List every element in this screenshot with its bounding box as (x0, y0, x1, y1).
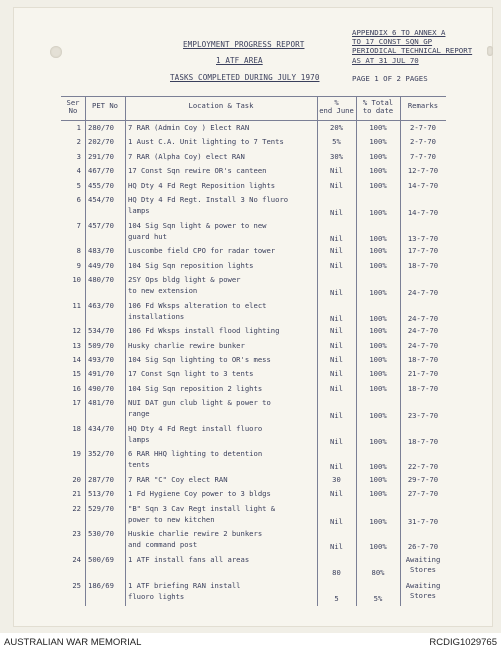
cell-total: 100% (369, 180, 387, 190)
cell-pet-no: 449/70 (88, 260, 114, 270)
cell-task: 6 RAR HHQ lighting to detention (128, 449, 263, 459)
column-header (400, 102, 446, 110)
cell-pet-no: 291/70 (88, 151, 114, 161)
table-row (61, 490, 446, 504)
cell-ser-no: 14 (72, 355, 81, 364)
column-header-text: % Total (362, 98, 394, 107)
cell-remarks: 13-7-70 (407, 233, 439, 243)
cell-total: 100% (369, 288, 387, 297)
cell-end-june: Nil (330, 411, 343, 421)
cell-pet-no: 455/70 (88, 180, 114, 190)
cell-remarks: 18-7-70 (407, 355, 439, 364)
cell-total: 100% (369, 462, 387, 472)
cell-ser-no: 9 (76, 260, 81, 270)
table-row (61, 425, 446, 451)
cell-pet-no: 529/70 (88, 503, 114, 513)
cell-pet-no: 490/70 (88, 383, 114, 393)
cell-pet-no: 457/70 (88, 220, 114, 230)
footer-source: AUSTRALIAN WAR MEMORIAL (4, 637, 142, 648)
cell-task: 1 ATF install fans all areas (128, 555, 250, 564)
table-row (61, 370, 446, 384)
cell-pet-no: 454/70 (88, 195, 114, 204)
column-header-text: No (68, 106, 78, 116)
cell-pet-no: 434/70 (88, 423, 114, 433)
cell-end-june: Nil (330, 288, 343, 297)
table-row (61, 399, 446, 425)
cell-task: lamps (128, 434, 150, 444)
cell-total: 100% (369, 166, 387, 176)
cell-end-june: Nil (330, 436, 343, 446)
cell-total: 100% (369, 326, 387, 336)
cell-remarks: 14-7-70 (407, 180, 439, 190)
column-header (61, 99, 85, 116)
table-row (61, 476, 446, 490)
cell-pet-no: 493/70 (88, 355, 114, 364)
appendix-line: AS AT 31 JUL 70 (352, 55, 419, 65)
cell-task: 7 RAR (Alpha Coy) elect RAN (128, 151, 245, 161)
cell-remarks: 22-7-70 (407, 462, 439, 472)
cell-end-june: Nil (330, 233, 343, 243)
table-row (61, 222, 446, 248)
column-header-text: PET No (92, 101, 118, 110)
cell-remarks: 17-7-70 (407, 246, 439, 256)
cell-end-june: Nil (330, 355, 343, 364)
cell-remarks: 12-7-70 (407, 166, 439, 176)
cell-remarks: 24-7-70 (407, 326, 439, 336)
cell-end-june: 5 (334, 593, 339, 603)
cell-task: power to new kitchen (128, 514, 215, 524)
cell-ser-no: 17 (72, 398, 81, 408)
punch-hole (50, 46, 62, 58)
cell-total: 100% (369, 516, 387, 526)
cell-total: 5% (373, 593, 383, 603)
table-row (61, 556, 446, 582)
table-row (61, 182, 446, 196)
cell-ser-no: 13 (72, 340, 81, 350)
cell-task: 106 Fd Wksps alteration to elect (128, 300, 267, 310)
cell-end-june: 5% (332, 137, 341, 147)
column-header (356, 99, 400, 116)
cell-ser-no: 3 (76, 151, 81, 161)
cell-end-june: Nil (330, 326, 343, 336)
report-title: EMPLOYMENT PROGRESS REPORT (183, 40, 305, 49)
cell-remarks: 31-7-70 (407, 516, 439, 526)
cell-remarks: 18-7-70 (407, 260, 439, 270)
cell-total: 100% (369, 313, 387, 323)
cell-task: 7 RAR "C" Coy elect RAN (128, 475, 228, 484)
cell-total: 100% (369, 260, 387, 270)
cell-end-june: Nil (330, 489, 343, 499)
cell-total: 100% (369, 208, 387, 217)
cell-pet-no: 202/70 (88, 137, 114, 147)
cell-task: installations (128, 311, 185, 321)
cell-ser-no: 15 (72, 369, 81, 379)
cell-remarks: 2-7-70 (410, 123, 436, 132)
table-row (61, 530, 446, 556)
cell-task: range (128, 409, 150, 419)
appendix-line: PERIODICAL TECHNICAL REPORT (352, 46, 473, 56)
cell-pet-no: 287/70 (88, 475, 114, 484)
cell-task: Huskie charlie rewire 2 bunkers (128, 529, 263, 539)
cell-end-june: Nil (330, 166, 343, 176)
cell-total: 100% (369, 355, 387, 364)
cell-ser-no: 20 (72, 475, 81, 484)
cell-task: 1 Fd Hygiene Coy power to 3 bldgs (128, 489, 271, 499)
table-row (61, 276, 446, 302)
cell-pet-no: 481/70 (88, 398, 114, 408)
cell-pet-no: 463/70 (88, 300, 114, 310)
cell-ser-no: 12 (72, 326, 81, 336)
cell-task: 104 Sig Sqn reposition lights (128, 260, 254, 270)
cell-total: 100% (369, 489, 387, 499)
cell-end-june: Nil (330, 208, 343, 217)
cell-ser-no: 1 (76, 123, 81, 132)
cell-remarks: Awaiting (405, 555, 441, 564)
cell-end-june: Nil (330, 246, 343, 256)
cell-remarks: 23-7-70 (407, 411, 439, 421)
cell-task: 17 Const Sqn light to 3 tents (128, 369, 254, 379)
cell-ser-no: 10 (72, 275, 81, 284)
cell-ser-no: 8 (76, 246, 81, 256)
appendix-line: TO 17 CONST SQN GP (352, 37, 433, 47)
cell-ser-no: 22 (72, 503, 81, 513)
cell-end-june: Nil (330, 462, 343, 472)
cell-pet-no: 280/70 (88, 123, 114, 132)
cell-pet-no: 513/70 (88, 489, 114, 499)
cell-task: Luscombe field CPO for radar tower (128, 246, 276, 256)
cell-remarks: 21-7-70 (407, 369, 439, 379)
cell-remarks: 24-7-70 (407, 340, 439, 350)
footer-bar (0, 633, 501, 653)
cell-remarks: 26-7-70 (407, 542, 439, 552)
cell-task: 2SY Ops bldg light & power (128, 275, 241, 284)
footer-id: RCDIG1029765 (429, 637, 497, 648)
table-row (61, 302, 446, 328)
cell-task: Husky charlie rewire bunker (128, 340, 245, 350)
cell-remarks: 27-7-70 (407, 489, 439, 499)
progress-table (61, 96, 446, 606)
table-row (61, 153, 446, 167)
cell-task: tents (128, 460, 150, 470)
appendix-line: APPENDIX 6 TO ANNEX A (352, 28, 446, 37)
table-row (61, 262, 446, 276)
table-row (61, 327, 446, 341)
cell-task: lamps (128, 206, 150, 215)
page-number: PAGE 1 OF 2 PAGES (352, 74, 428, 83)
table-row (61, 450, 446, 476)
cell-remarks: 24-7-70 (407, 288, 439, 297)
cell-pet-no: 186/69 (88, 580, 114, 590)
cell-task: 17 Const Sqn rewire OR's canteen (128, 166, 267, 176)
cell-remarks: 29-7-70 (407, 475, 439, 484)
column-header (125, 102, 317, 110)
cell-total: 100% (369, 383, 387, 393)
cell-pet-no: 509/70 (88, 340, 114, 350)
cell-pet-no: 483/70 (88, 246, 114, 256)
cell-total: 100% (369, 233, 387, 243)
table-row (61, 196, 446, 222)
cell-ser-no: 16 (72, 383, 81, 393)
cell-ser-no: 24 (72, 555, 81, 564)
cell-pet-no: 480/70 (88, 275, 114, 284)
cell-task: and command post (128, 540, 198, 550)
table-row (61, 582, 446, 608)
cell-end-june: 20% (330, 123, 343, 132)
punch-hole (487, 46, 493, 56)
cell-ser-no: 19 (72, 449, 81, 459)
cell-remarks: 2-7-70 (410, 137, 436, 147)
cell-total: 100% (369, 542, 387, 552)
cell-total: 100% (369, 123, 387, 132)
column-header (317, 99, 356, 116)
cell-ser-no: 4 (76, 166, 81, 176)
column-header-text: end June (319, 106, 354, 116)
cell-task: 106 Fd Wksps install flood lighting (128, 326, 280, 336)
cell-total: 100% (369, 436, 387, 446)
table-row (61, 167, 446, 181)
cell-ser-no: 21 (72, 489, 81, 499)
cell-pet-no: 530/70 (88, 529, 114, 539)
cell-total: 100% (369, 475, 387, 484)
table-top-rule (61, 96, 446, 97)
table-row (61, 505, 446, 531)
cell-total: 100% (369, 411, 387, 421)
cell-task: fluoro lights (128, 591, 185, 601)
cell-ser-no: 6 (76, 195, 81, 204)
cell-task: HQ Dty 4 Fd Regt. Install 3 No fluoro (128, 195, 289, 204)
cell-end-june: Nil (330, 180, 343, 190)
cell-total: 100% (369, 151, 387, 161)
report-area: 1 ATF AREA (216, 56, 263, 65)
cell-pet-no: 352/70 (88, 449, 114, 459)
cell-total: 100% (369, 137, 387, 147)
cell-end-june: Nil (330, 383, 343, 393)
cell-pet-no: 534/70 (88, 326, 114, 336)
cell-task: to new extension (128, 286, 198, 295)
column-header-text: % (334, 98, 339, 107)
cell-ser-no: 11 (72, 300, 81, 310)
table-row (61, 356, 446, 370)
cell-end-june: Nil (330, 369, 343, 379)
cell-ser-no: 18 (72, 423, 81, 433)
cell-total: 100% (369, 369, 387, 379)
cell-task: HQ Dty 4 Fd Regt install fluoro (128, 423, 263, 433)
cell-task: 1 Aust C.A. Unit lighting to 7 Tents (128, 137, 284, 147)
cell-task: 104 Sig Sqn light & power to new (128, 220, 267, 230)
cell-remarks: 7-7-70 (410, 151, 436, 161)
cell-pet-no: 500/69 (88, 555, 114, 564)
cell-ser-no: 25 (72, 580, 81, 590)
cell-ser-no: 7 (76, 220, 81, 230)
cell-remarks: 18-7-70 (407, 436, 439, 446)
report-subtitle: TASKS COMPLETED DURING JULY 1970 (170, 73, 320, 82)
cell-ser-no: 23 (72, 529, 81, 539)
cell-task: 1 ATF briefing RAN install (128, 580, 241, 590)
cell-remarks: 24-7-70 (407, 313, 439, 323)
header-rule (61, 120, 446, 121)
cell-pet-no: 467/70 (88, 166, 114, 176)
cell-end-june: 30% (330, 151, 343, 161)
cell-ser-no: 2 (76, 137, 81, 147)
cell-task: NUI DAT gun club light & power to (128, 398, 271, 408)
cell-total: 100% (369, 340, 387, 350)
table-row (61, 138, 446, 152)
cell-remarks: 14-7-70 (407, 208, 439, 217)
cell-task: 7 RAR (Admin Coy ) Elect RAN (128, 123, 250, 132)
cell-end-june: 80 (332, 568, 341, 577)
column-header-text: to date (362, 106, 394, 116)
cell-remarks: Awaiting (405, 580, 441, 590)
cell-total: 80% (371, 568, 385, 577)
cell-end-june: Nil (330, 542, 343, 552)
cell-end-june: Nil (330, 313, 343, 323)
cell-task: HQ Dty 4 Fd Regt Reposition lights (128, 180, 276, 190)
column-header (85, 102, 125, 110)
table-row (61, 124, 446, 138)
cell-end-june: Nil (330, 260, 343, 270)
column-header-text: Ser (66, 98, 80, 107)
cell-pet-no: 491/70 (88, 369, 114, 379)
cell-remarks: Stores (410, 565, 436, 574)
cell-task: "B" Sqn 3 Cav Regt install light & (128, 503, 276, 513)
cell-ser-no: 5 (76, 180, 81, 190)
cell-task: 104 Sig Sqn reposition 2 lights (128, 383, 263, 393)
appendix-reference (352, 28, 472, 65)
table-row (61, 342, 446, 356)
column-header-text: Location & Task (188, 101, 254, 110)
column-header-text: Remarks (407, 101, 439, 110)
cell-remarks: 18-7-70 (407, 383, 439, 393)
cell-end-june: 30 (332, 475, 341, 484)
cell-total: 100% (369, 246, 387, 256)
cell-remarks: Stores (410, 590, 436, 600)
cell-end-june: Nil (330, 516, 343, 526)
cell-task: 104 Sig Sqn lighting to OR's mess (128, 355, 271, 364)
table-row (61, 385, 446, 399)
cell-end-june: Nil (330, 340, 343, 350)
cell-task: guard hut (128, 231, 167, 241)
table-row (61, 247, 446, 261)
